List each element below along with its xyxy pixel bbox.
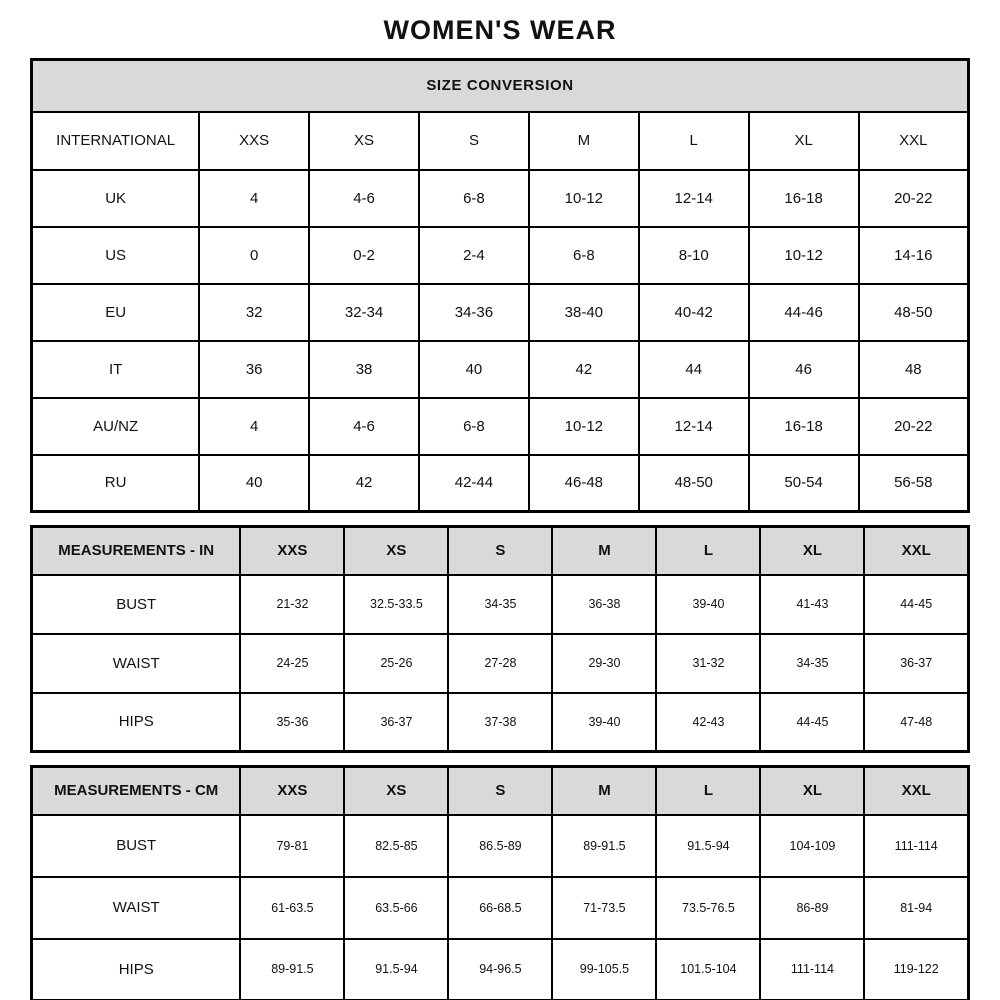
value-cell: 6-8 <box>529 227 639 284</box>
value-cell: 40 <box>419 341 529 398</box>
value-cell: 10-12 <box>749 227 859 284</box>
value-cell: 61-63.5 <box>240 877 344 939</box>
row-label: UK <box>32 170 200 227</box>
value-cell: 48-50 <box>859 284 969 341</box>
size-header-xxl: XXL <box>864 767 968 815</box>
value-cell: 71-73.5 <box>552 877 656 939</box>
value-cell: 44-45 <box>760 693 864 752</box>
size-header-xs: XS <box>309 112 419 170</box>
value-cell: 119-122 <box>864 939 968 1000</box>
value-cell: 4 <box>199 398 309 455</box>
table-row-it <box>32 341 969 398</box>
value-cell: 37-38 <box>448 693 552 752</box>
value-cell: 81-94 <box>864 877 968 939</box>
size-header-m: M <box>529 112 639 170</box>
value-cell: 99-105.5 <box>552 939 656 1000</box>
row-label: HIPS <box>32 939 241 1000</box>
measurements-cm-label-header: MEASUREMENTS - CM <box>32 767 241 815</box>
value-cell: 40 <box>199 455 309 512</box>
table-row-waist <box>32 634 969 693</box>
value-cell: 27-28 <box>448 634 552 693</box>
value-cell: 31-32 <box>656 634 760 693</box>
value-cell: 24-25 <box>240 634 344 693</box>
table-row-ru <box>32 455 969 512</box>
size-header-xxs: XXS <box>199 112 309 170</box>
value-cell: 20-22 <box>859 398 969 455</box>
size-header-l: L <box>656 527 760 575</box>
size-conversion-table <box>30 58 970 513</box>
row-label: EU <box>32 284 200 341</box>
value-cell: 79-81 <box>240 815 344 877</box>
value-cell: 89-91.5 <box>552 815 656 877</box>
value-cell: 56-58 <box>859 455 969 512</box>
value-cell: 91.5-94 <box>344 939 448 1000</box>
value-cell: 44-46 <box>749 284 859 341</box>
value-cell: 46 <box>749 341 859 398</box>
table-row-hips <box>32 693 969 752</box>
measurements-in-label-header: MEASUREMENTS - IN <box>32 527 241 575</box>
value-cell: 73.5-76.5 <box>656 877 760 939</box>
value-cell: 2-4 <box>419 227 529 284</box>
size-header-m: M <box>552 767 656 815</box>
value-cell: 63.5-66 <box>344 877 448 939</box>
value-cell: 36-37 <box>344 693 448 752</box>
value-cell: 42 <box>529 341 639 398</box>
value-cell: 29-30 <box>552 634 656 693</box>
value-cell: 16-18 <box>749 170 859 227</box>
row-label: HIPS <box>32 693 241 752</box>
value-cell: 14-16 <box>859 227 969 284</box>
value-cell: 39-40 <box>552 693 656 752</box>
value-cell: 35-36 <box>240 693 344 752</box>
value-cell: 66-68.5 <box>448 877 552 939</box>
value-cell: 50-54 <box>749 455 859 512</box>
row-label: BUST <box>32 575 241 634</box>
value-cell: 42-44 <box>419 455 529 512</box>
size-conversion-banner-row <box>32 60 969 112</box>
value-cell: 41-43 <box>760 575 864 634</box>
value-cell: 44-45 <box>864 575 968 634</box>
value-cell: 46-48 <box>529 455 639 512</box>
size-header-xxs: XXS <box>240 767 344 815</box>
value-cell: 44 <box>639 341 749 398</box>
value-cell: 20-22 <box>859 170 969 227</box>
row-label: WAIST <box>32 634 241 693</box>
value-cell: 10-12 <box>529 170 639 227</box>
value-cell: 48 <box>859 341 969 398</box>
tables-container <box>30 58 970 1000</box>
value-cell: 42 <box>309 455 419 512</box>
value-cell: 39-40 <box>656 575 760 634</box>
value-cell: 8-10 <box>639 227 749 284</box>
value-cell: 16-18 <box>749 398 859 455</box>
value-cell: 32.5-33.5 <box>344 575 448 634</box>
value-cell: 47-48 <box>864 693 968 752</box>
row-label: BUST <box>32 815 241 877</box>
value-cell: 32 <box>199 284 309 341</box>
value-cell: 86-89 <box>760 877 864 939</box>
value-cell: 82.5-85 <box>344 815 448 877</box>
value-cell: 36-38 <box>552 575 656 634</box>
measurements-cm-table <box>30 765 970 1000</box>
table-row-us <box>32 227 969 284</box>
size-header-xxl: XXL <box>859 112 969 170</box>
table-row-bust <box>32 815 969 877</box>
value-cell: 48-50 <box>639 455 749 512</box>
value-cell: 89-91.5 <box>240 939 344 1000</box>
value-cell: 111-114 <box>760 939 864 1000</box>
value-cell: 21-32 <box>240 575 344 634</box>
size-header-l: L <box>639 112 749 170</box>
size-header-s: S <box>448 527 552 575</box>
size-conversion-label-header: INTERNATIONAL <box>32 112 200 170</box>
measurements-cm-header-row <box>32 767 969 815</box>
row-label: WAIST <box>32 877 241 939</box>
value-cell: 101.5-104 <box>656 939 760 1000</box>
value-cell: 40-42 <box>639 284 749 341</box>
value-cell: 94-96.5 <box>448 939 552 1000</box>
row-label: RU <box>32 455 200 512</box>
value-cell: 36 <box>199 341 309 398</box>
value-cell: 38-40 <box>529 284 639 341</box>
value-cell: 34-36 <box>419 284 529 341</box>
size-header-m: M <box>552 527 656 575</box>
value-cell: 38 <box>309 341 419 398</box>
value-cell: 4-6 <box>309 170 419 227</box>
page-title: WOMEN'S WEAR <box>383 15 617 45</box>
size-header-l: L <box>656 767 760 815</box>
size-header-xl: XL <box>749 112 859 170</box>
row-label: AU/NZ <box>32 398 200 455</box>
value-cell: 34-35 <box>760 634 864 693</box>
value-cell: 86.5-89 <box>448 815 552 877</box>
row-label: IT <box>32 341 200 398</box>
value-cell: 91.5-94 <box>656 815 760 877</box>
value-cell: 4-6 <box>309 398 419 455</box>
table-row-eu <box>32 284 969 341</box>
value-cell: 0 <box>199 227 309 284</box>
table-row-hips <box>32 939 969 1000</box>
measurements-in-header-row <box>32 527 969 575</box>
value-cell: 6-8 <box>419 398 529 455</box>
value-cell: 104-109 <box>760 815 864 877</box>
size-header-xl: XL <box>760 527 864 575</box>
value-cell: 0-2 <box>309 227 419 284</box>
value-cell: 12-14 <box>639 170 749 227</box>
size-conversion-header-row <box>32 112 969 170</box>
value-cell: 25-26 <box>344 634 448 693</box>
row-label: US <box>32 227 200 284</box>
value-cell: 32-34 <box>309 284 419 341</box>
size-header-s: S <box>419 112 529 170</box>
value-cell: 12-14 <box>639 398 749 455</box>
table-row-waist <box>32 877 969 939</box>
size-header-xs: XS <box>344 767 448 815</box>
table-row-uk <box>32 170 969 227</box>
value-cell: 42-43 <box>656 693 760 752</box>
value-cell: 111-114 <box>864 815 968 877</box>
size-header-s: S <box>448 767 552 815</box>
value-cell: 10-12 <box>529 398 639 455</box>
table-row-au-nz <box>32 398 969 455</box>
table-row-bust <box>32 575 969 634</box>
size-conversion-title: SIZE CONVERSION <box>32 60 969 112</box>
value-cell: 34-35 <box>448 575 552 634</box>
value-cell: 36-37 <box>864 634 968 693</box>
measurements-in-table <box>30 525 970 753</box>
size-header-xxl: XXL <box>864 527 968 575</box>
size-header-xl: XL <box>760 767 864 815</box>
value-cell: 4 <box>199 170 309 227</box>
size-header-xxs: XXS <box>240 527 344 575</box>
value-cell: 6-8 <box>419 170 529 227</box>
size-header-xs: XS <box>344 527 448 575</box>
